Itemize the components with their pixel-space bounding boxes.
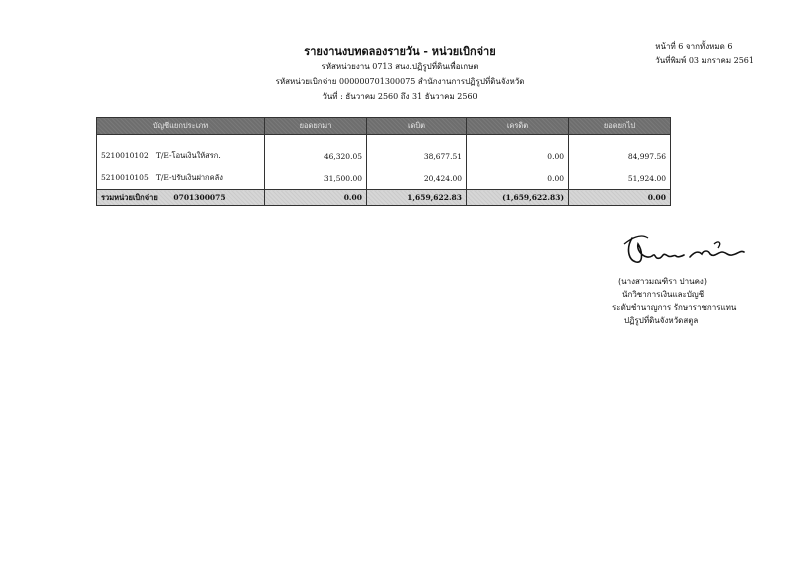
account-code: 5210010105 — [101, 173, 149, 182]
trial-balance-table — [96, 117, 671, 206]
print-date: วันที่พิมพ์ 03 มกราคม 2561 — [655, 56, 754, 65]
total-label: รวมหน่วยเบิกจ่าย — [101, 192, 158, 202]
date-range: วันที่ : ธันวาคม 2560 ถึง 31 ธันวาคม 2560 — [322, 92, 478, 101]
table-spacer — [97, 135, 671, 146]
header-debit: เดบิต — [367, 118, 467, 135]
total-credit: (1,659,622.83) — [467, 190, 569, 206]
carried-forward-cell: 51,924.00 — [569, 167, 671, 190]
account-cell — [97, 145, 265, 167]
table-header-row — [97, 118, 671, 135]
handwritten-signature — [618, 230, 758, 270]
table-row — [97, 167, 671, 190]
page-info — [655, 40, 754, 68]
debit-cell: 20,424.00 — [367, 167, 467, 190]
table-row — [97, 145, 671, 167]
header-credit: เครดิต — [467, 118, 569, 135]
page-number: หน้าที่ 6 จากทั้งหมด 6 — [655, 42, 733, 51]
brought-forward-cell: 31,500.00 — [265, 167, 367, 190]
report-title: รายงานงบทดลองรายวัน - หน่วยเบิกจ่าย — [304, 45, 496, 58]
total-debit: 1,659,622.83 — [367, 190, 467, 206]
debit-cell: 38,677.51 — [367, 145, 467, 167]
brought-forward-cell: 46,320.05 — [265, 145, 367, 167]
credit-cell: 0.00 — [467, 167, 569, 190]
header-carried-forward: ยอดยกไป — [569, 118, 671, 135]
signer-level: ระดับชำนาญการ รักษาราชการแทน — [612, 303, 737, 312]
account-name: T/E-โอนเงินให้สรก. — [155, 151, 221, 160]
header-account: บัญชีแยกประเภท — [97, 118, 265, 135]
header-brought-forward: ยอดยกมา — [265, 118, 367, 135]
account-code: 5210010102 — [101, 151, 149, 160]
signer-name: (นางสาวมณฑิรา ปานคง) — [618, 277, 707, 286]
signer-block — [600, 275, 780, 327]
area-code: รหัสหน่วยงาน 0713 สนง.ปฏิรูปที่ดินเพื่อเกษต — [321, 62, 479, 71]
total-label-cell — [97, 190, 265, 206]
account-cell — [97, 167, 265, 190]
total-carried-forward: 0.00 — [569, 190, 671, 206]
account-name: T/E-ปรับเงินฝากคลัง — [155, 173, 223, 182]
credit-cell: 0.00 — [467, 145, 569, 167]
table-total-row — [97, 190, 671, 206]
total-unit: 0701300075 — [173, 192, 226, 202]
disbursement-unit: รหัสหน่วยเบิกจ่าย 000000701300075 สำนักงานการปฏิรูปที่ดินจังหวัด — [275, 77, 525, 86]
total-brought-forward: 0.00 — [265, 190, 367, 206]
carried-forward-cell: 84,997.56 — [569, 145, 671, 167]
signer-office: ปฏิรูปที่ดินจังหวัดสตูล — [624, 316, 699, 325]
signer-position: นักวิชาการเงินและบัญชี — [622, 290, 705, 299]
